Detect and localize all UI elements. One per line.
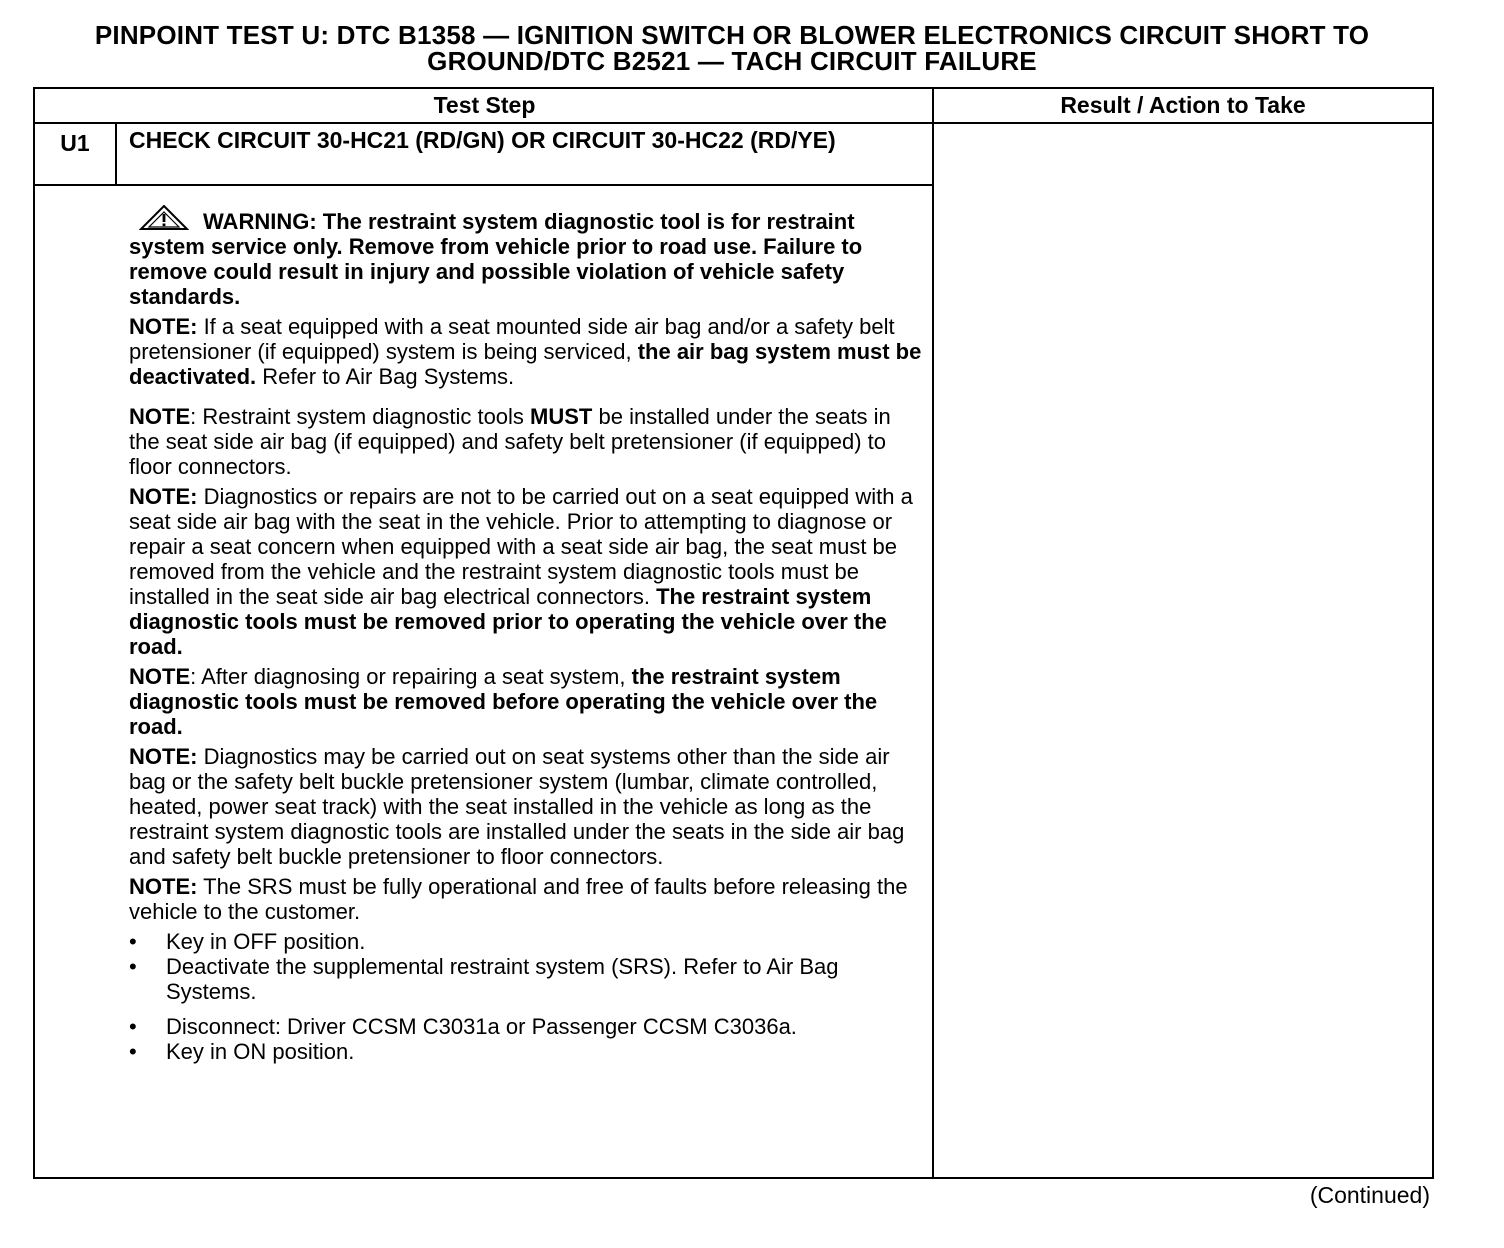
note-after-repair [129,664,924,739]
note-tools-installed [129,404,924,479]
note-bold-text: the air bag system must be deactivated. [129,339,922,389]
warning-triangle-icon [139,205,189,231]
note-text: : After diagnosing or repairing a seat system, [190,664,632,689]
step-id: U1 [35,124,117,184]
table-header-row [35,89,1432,124]
note-label: NOTE: [129,874,198,899]
continued-label: (Continued) [1309,1182,1430,1208]
header-test-step: Test Step [433,92,536,118]
note-bold-text: the restraint system diagnostic tools must be removed before operating the vehicle over the road. [129,664,878,739]
note-text: The SRS must be fully operational and free of faults before releasing the vehicle to the customer. [129,874,908,924]
note-label: NOTE [129,404,191,429]
note-srs-operational [129,874,924,924]
note-text: Diagnostics may be carried out on seat systems other than the side air bag or the safety belt buckle pretensioner system (lumbar, climate controlled, heated, power seat track) with the seat installed in the vehicle as long as the restraint system diagnostic tools are installed under the seats in the side air bag and safety belt buckle pretensioner to floor connectors. [129,744,905,869]
warning-text: WARNING: The restraint system diagnostic tool is for restraint system service only. Remove from vehicle prior to road use. Failure to remove could result in injury and possible violation of vehicle safety standards. [129,209,863,309]
column-divider [932,89,934,1177]
list-item: • Deactivate the supplemental restraint system (SRS). Refer to Air Bag Systems. [129,954,924,1004]
note-seat-airbag [129,314,924,389]
header-result-action: Result / Action to Take [1060,92,1306,118]
note-text: be installed under the seats in the seat side air bag (if equipped) and safety belt pretensioner (if equipped) to floor connectors. [129,404,891,479]
note-text: Diagnostics or repairs are not to be carried out on a seat equipped with a seat side air bag with the seat in the vehicle. Prior to attempting to diagnose or repair a seat concern when equipped with a seat side air bag, the seat must be removed from the vehicle and the restraint system diagnostic tools must be installed in the seat side air bag electrical connectors. [129,484,913,609]
note-label: NOTE: [129,314,198,339]
action-list [129,929,924,1064]
note-text: If a seat equipped with a seat mounted side air bag and/or a safety belt pretensioner (if equipped) system is being serviced, [129,314,895,364]
note-text: Refer to Air Bag Systems. [256,364,515,389]
page-title-line-1: PINPOINT TEST U: DTC B1358 — IGNITION SWITCH OR BLOWER ELECTRONICS CIRCUIT SHORT TO [94,20,1370,50]
pinpoint-test-table [33,87,1434,1179]
list-item: • Disconnect: Driver CCSM C3031a or Passenger CCSM C3036a. [129,1014,924,1039]
page-title [20,22,1444,74]
note-other-seat-systems [129,744,924,869]
note-bold-text: MUST [530,404,593,429]
note-seat-removal [129,484,924,659]
warning-paragraph [129,205,924,309]
note-label: NOTE [129,664,191,689]
page-title-line-2: GROUND/DTC B2521 — TACH CIRCUIT FAILURE [427,46,1037,76]
step-title: CHECK CIRCUIT 30-HC21 (RD/GN) OR CIRCUIT 30-HC22 (RD/YE) [129,127,836,153]
step-body [129,205,924,1064]
note-bold-text: The restraint system diagnostic tools must be removed prior to operating the vehicle over the road. [129,584,887,659]
note-label: NOTE: [129,484,198,509]
note-label: NOTE: [129,744,198,769]
note-text: : Restraint system diagnostic tools [190,404,531,429]
list-item: • Key in OFF position. [129,929,924,954]
list-item: • Key in ON position. [129,1039,924,1064]
step-title-divider [35,184,934,186]
